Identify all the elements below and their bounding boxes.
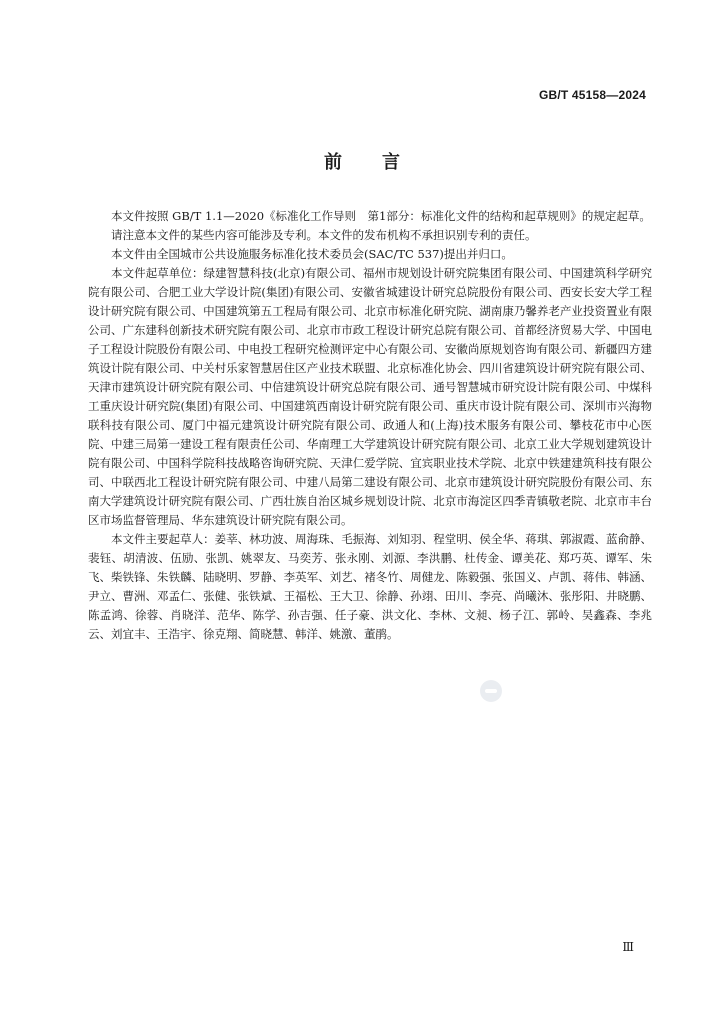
page-title: 前言 — [324, 152, 440, 173]
page-number: Ⅲ — [622, 940, 634, 954]
paragraph-proposer: 本文件由全国城市公共设施服务标准化技术委员会(SAC/TC 537)提出并归口。 — [111, 247, 513, 261]
watermark-logo — [480, 680, 502, 702]
paragraph-patent-notice: 请注意本文件的某些内容可能涉及专利。本文件的发布机构不承担识别专利的责任。 — [111, 228, 537, 242]
standard-number: GB/T 45158—2024 — [538, 88, 646, 102]
foreword-body — [88, 207, 652, 644]
paragraph-drafting-units: 本文件起草单位：绿建智慧科技(北京)有限公司、福州市规划设计研究院集团有限公司、中国建筑科学研究院有限公司、合肥工业大学设计院(集团)有限公司、安徽省城建设计研究总院股份有限公司、西安长安大学工程设计研究院有限公司、中国建筑第五工程局有限公司、北京市标准化研究院、湖南康乃馨养老产业投资置业有限公司、广东建科创新技术研究院有限公司、北京市市政工程设计研究总院有限公司、首都经济贸易大学、中国电子工程设计院股份有限公司、中电投工程研究检测评定中心有限公司、安徽尚原规划咨询有限公司、新疆四方建筑设计院有限公司、中关村乐家智慧居住区产业技术联盟、北京标准化协会、四川省建筑设计研究院有限公司、天津市建筑设计研究院有限公司、中信建筑设计研究总院有限公司、通号智慧城市研究设计院有限公司、中煤科工重庆设计研究院(集团)有限公司、中国建筑西南设计研究院有限公司、重庆市设计院有限公司、深圳市兴海物联科技有限公司、厦门中福元建筑设计研究院有限公司、政通人和(上海)技术服务有限公司、攀枝花市中心医院、中建三局第一建设工程有限责任公司、华南理工大学建筑设计研究院有限公司、北京工业大学规划建筑设计院有限公司、中国科学院科技战略咨询研究院、天津仁爱学院、宜宾职业技术学院、北京中铁建建筑科技有限公司、中联西北工程设计研究院有限公司、中建八局第二建设有限公司、北京市建筑设计研究院股份有限公司、东南大学建筑设计研究院有限公司、广西壮族自治区城乡规划设计院、北京市海淀区四季青镇敬老院、北京市丰台区市场监督管理局、华东建筑设计研究院有限公司。 — [88, 266, 652, 527]
paragraph-drafting-rules: 本文件按照 GB/T 1.1—2020《标准化工作导则 第1部分：标准化文件的结构和起草规则》的规定起草。 — [111, 209, 651, 223]
paragraph-drafters: 本文件主要起草人：姜莘、林功波、周海珠、毛振海、刘知羽、程堂明、侯全华、蒋琪、郭淑霞、蓝俞静、裴钰、胡清波、伍励、张凯、姚翠友、马奕芳、张永刚、刘源、李洪鹏、杜传金、谭美花、郑巧英、谭军、朱飞、柴铁锋、朱铁麟、陆晓明、罗静、李英军、刘艺、褚冬竹、周健龙、陈毅强、张国义、卢凯、蒋伟、韩涵、尹立、曹洲、邓孟仁、张健、张铁斌、王福松、王大卫、徐静、孙翊、田川、李亮、尚曦沐、张彤阳、井晓鹏、陈孟鸿、徐蓉、肖晓洋、范华、陈学、孙吉强、任子豪、洪文化、李林、文昶、杨子江、郭岭、吴鑫森、李兆云、刘宜丰、王浩宇、徐克翔、简晓慧、韩洋、姚激、董鹃。 — [88, 532, 652, 641]
